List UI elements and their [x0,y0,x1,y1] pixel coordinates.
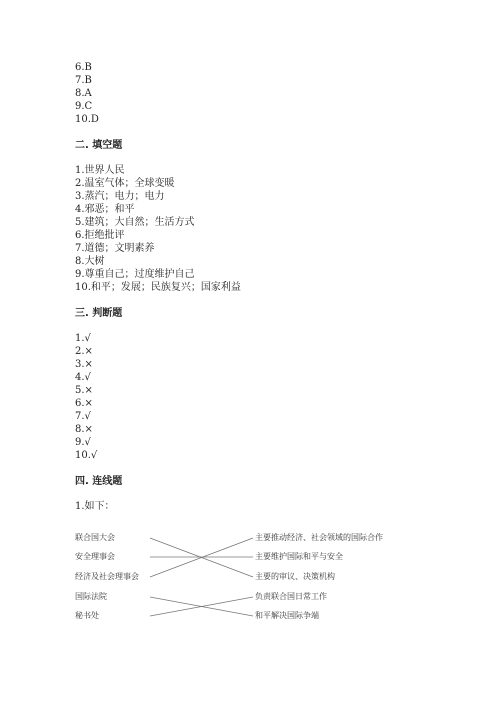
match-right-item: 负责联合国日常工作 [255,592,327,601]
true-false-answer: 3.× [75,359,93,370]
fill-blank-answer: 7.道德；文明素养 [75,243,155,254]
match-left-item: 经济及社会理事会 [75,572,139,581]
choice-answer: 9.C [75,101,93,112]
fill-blank-answer: 8.大树 [75,256,105,267]
true-false-answer: 9.√ [75,437,91,448]
true-false-answer: 7.√ [75,411,91,422]
match-left-item: 联合国大会 [75,533,115,542]
match-right-item: 主要推动经济、社会领域的国际合作 [255,533,383,542]
choice-answer: 6.B [75,62,92,73]
true-false-answer: 10.√ [75,450,98,461]
true-false-answer: 5.× [75,385,93,396]
fill-blank-answer: 10.和平；发展；民族复兴；国家利益 [75,282,241,293]
fill-blank-answer: 2.温室气体；全球变暖 [75,178,175,189]
true-false-answer: 8.× [75,424,93,435]
choice-answer: 7.B [75,75,92,86]
choice-answer: 8.A [75,88,92,99]
match-right-item: 和平解决国际争端 [255,611,319,620]
true-false-answer: 6.× [75,398,93,409]
fill-blank-answer: 1.世界人民 [75,165,125,176]
true-false-answer: 4.√ [75,372,91,383]
section-heading-matching: 四. 连线题 [75,476,123,487]
choice-answer: 10.D [75,114,99,125]
true-false-answer: 1.√ [75,333,91,344]
fill-blank-answer: 5.建筑；大自然；生活方式 [75,217,195,228]
match-left-item: 安全理事会 [75,552,115,561]
true-false-answer: 2.× [75,346,93,357]
match-right-item: 主要的审议、决策机构 [255,572,335,581]
matching-intro: 1.如下： [75,501,115,512]
match-left-item: 秘书处 [75,611,99,620]
match-right-item: 主要维护国际和平与安全 [255,552,343,561]
section-heading-true-false: 三. 判断题 [75,308,123,319]
fill-blank-answer: 3.蒸汽；电力；电力 [75,191,165,202]
fill-blank-answer: 9.尊重自己；过度维护自己 [75,269,195,280]
fill-blank-answer: 6.拒绝批评 [75,230,125,241]
section-heading-fill-blank: 二. 填空题 [75,140,123,151]
match-left-item: 国际法院 [75,592,107,601]
fill-blank-answer: 4.邪恶；和平 [75,204,135,215]
